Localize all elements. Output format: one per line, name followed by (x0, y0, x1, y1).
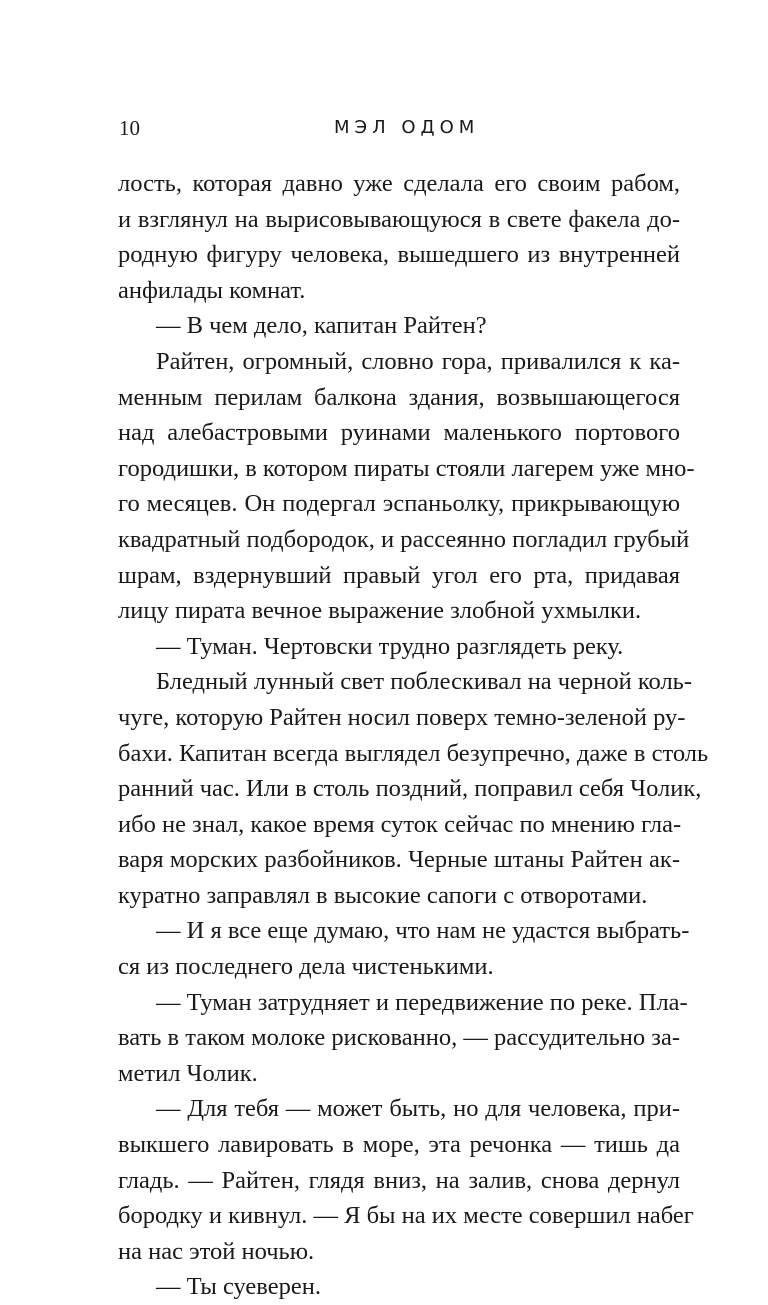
text-line: го месяцев. Он подергал эспаньолку, прикрывающую (118, 490, 680, 518)
text-line: чуге, которую Райтен носил поверх темно-зеленой ру- (118, 703, 686, 731)
text-line: Райтен, огромный, словно гора, привалился к ка- (156, 347, 680, 375)
text-line: квадратный подбородок, и рассеянно погладил грубый (118, 525, 690, 553)
text-line: — Ты суеверен. (156, 1273, 321, 1301)
text-line: гладь. — Райтен, глядя вниз, на залив, снова дернул (118, 1166, 680, 1194)
running-title: МЭЛ ОДОМ (334, 117, 480, 138)
text-line: шрам, вздернувший правый угол его рта, придавая (118, 561, 680, 589)
text-line: — В чем дело, капитан Райтен? (156, 312, 487, 340)
text-line: выкшего лавировать в море, эта речонка — тишь да (118, 1131, 680, 1159)
text-line: ранний час. Или в столь поздний, поправил себя Чолик, (118, 775, 702, 803)
text-line: вать в таком молоке рискованно, — рассудительно за- (118, 1024, 680, 1052)
text-line: — Для тебя — может быть, но для человека, при- (156, 1095, 680, 1123)
text-line: родную фигуру человека, вышедшего из внутренней (118, 241, 680, 269)
page-number: 10 (119, 116, 140, 140)
text-line: менным перилам балкона здания, возвышающегося (118, 383, 680, 411)
text-line: варя морских разбойников. Черные штаны Райтен ак- (118, 846, 680, 874)
text-line: — И я все еще думаю, что нам не удастся выбрать- (156, 917, 690, 945)
text-line: — Туман затрудняет и передвижение по реке. Пла- (156, 988, 688, 1016)
text-line: метил Чолик. (118, 1059, 258, 1087)
text-line: и взглянул на вырисовывающуюся в свете факела до- (118, 205, 680, 233)
text-line: городишки, в котором пираты стояли лагерем уже мно- (118, 454, 695, 482)
text-line: куратно заправлял в высокие сапоги с отворотами. (118, 881, 648, 909)
text-line: над алебастровыми руинами маленького портового (118, 419, 680, 447)
text-line: бахи. Капитан всегда выглядел безупречно, даже в столь (118, 739, 709, 767)
text-line: Бледный лунный свет поблескивал на черной коль- (156, 668, 692, 696)
text-line: ибо не знал, какое время суток сейчас по мнению гла- (118, 810, 682, 838)
body-text (118, 166, 709, 1305)
text-line: анфилады комнат. (118, 276, 306, 304)
text-line: бородку и кивнул. — Я бы на их месте совершил набег (118, 1202, 694, 1230)
text-line: лицу пирата вечное выражение злобной ухмылки. (118, 597, 642, 625)
text-line: на нас этой ночью. (118, 1237, 315, 1265)
page-header (119, 113, 679, 143)
text-line: лость, которая давно уже сделала его своим рабом, (118, 170, 680, 197)
text-line: ся из последнего дела чистенькими. (118, 953, 494, 981)
text-line: — Туман. Чертовски трудно разглядеть реку. (156, 632, 624, 660)
